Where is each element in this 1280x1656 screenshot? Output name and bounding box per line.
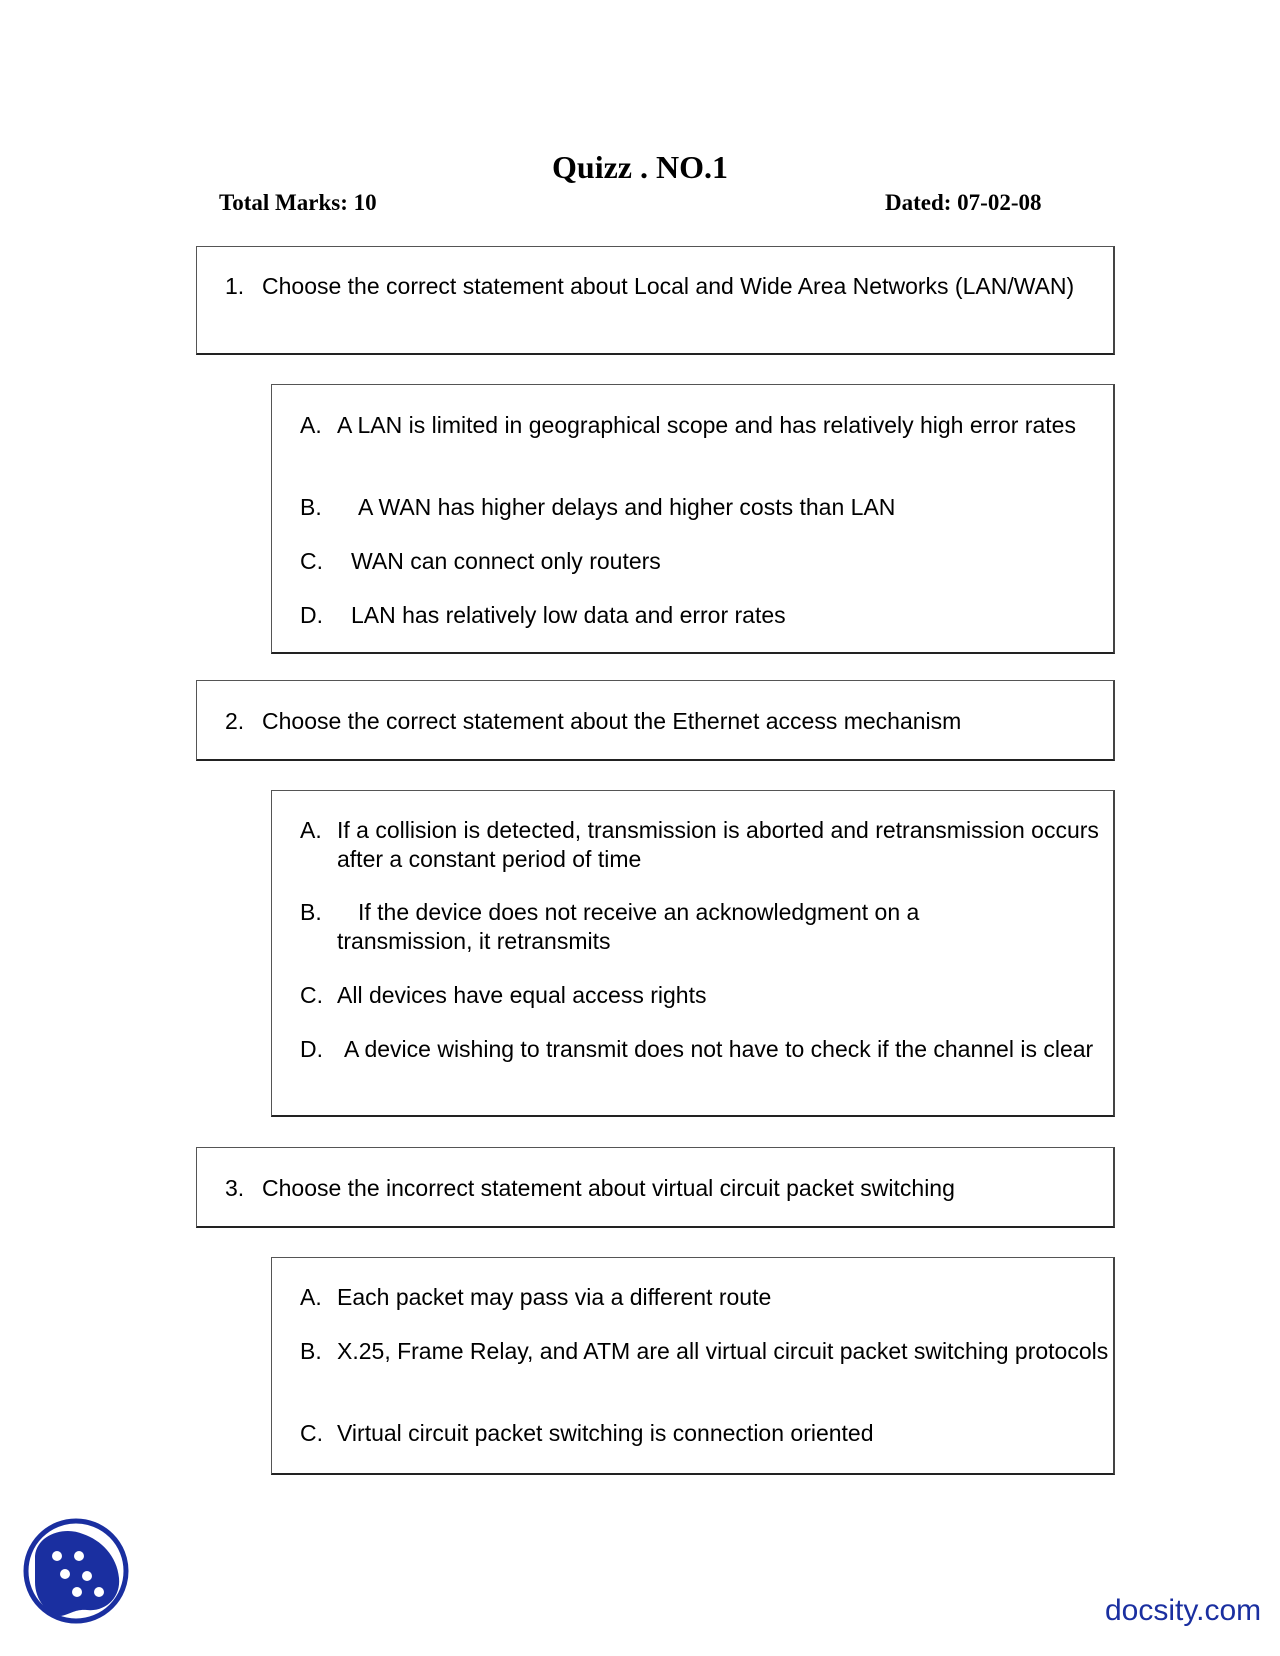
question-number: 1. bbox=[225, 273, 245, 299]
option-1-b: B. A WAN has higher delays and higher costs than LAN bbox=[300, 494, 896, 520]
question-1 bbox=[225, 272, 1082, 301]
option-3-a: A. Each packet may pass via a different route bbox=[300, 1284, 772, 1310]
question-text: Choose the correct statement about Local and Wide Area Networks (LAN/WAN) bbox=[262, 273, 1075, 299]
page-title: Quizz . NO.1 bbox=[552, 149, 728, 185]
option-2-b: B. If the device does not receive an acknowledgment on a transmission, it retransmits bbox=[300, 899, 920, 954]
docsity-logo-icon[interactable] bbox=[21, 1516, 131, 1626]
option-3-b: B. X.25, Frame Relay, and ATM are all virtual circuit packet switching protocols bbox=[300, 1338, 1109, 1364]
option-2-a: A. If a collision is detected, transmission is aborted and retransmission occurs after a constant period of time bbox=[300, 817, 1099, 872]
option-1-d: D. LAN has relatively low data and error rates bbox=[300, 602, 786, 628]
dated: Dated: 07-02-08 bbox=[885, 190, 1042, 215]
option-2-c: C. All devices have equal access rights bbox=[300, 982, 707, 1008]
question-3: 3. Choose the incorrect statement about virtual circuit packet switching bbox=[225, 1175, 955, 1201]
docsity-brand-link[interactable]: docsity.com bbox=[1105, 1594, 1262, 1627]
option-3-c: C. Virtual circuit packet switching is connection oriented bbox=[300, 1420, 874, 1446]
option-1-a: A. A LAN is limited in geographical scope and has relatively high error rates bbox=[300, 412, 1076, 438]
question-2: 2. Choose the correct statement about the Ethernet access mechanism bbox=[225, 708, 962, 734]
option-1-c: C. WAN can connect only routers bbox=[300, 548, 661, 574]
option-2-d: D. A device wishing to transmit does not have to check if the channel is clear bbox=[300, 1036, 1094, 1062]
total-marks: Total Marks: 10 bbox=[219, 190, 377, 215]
